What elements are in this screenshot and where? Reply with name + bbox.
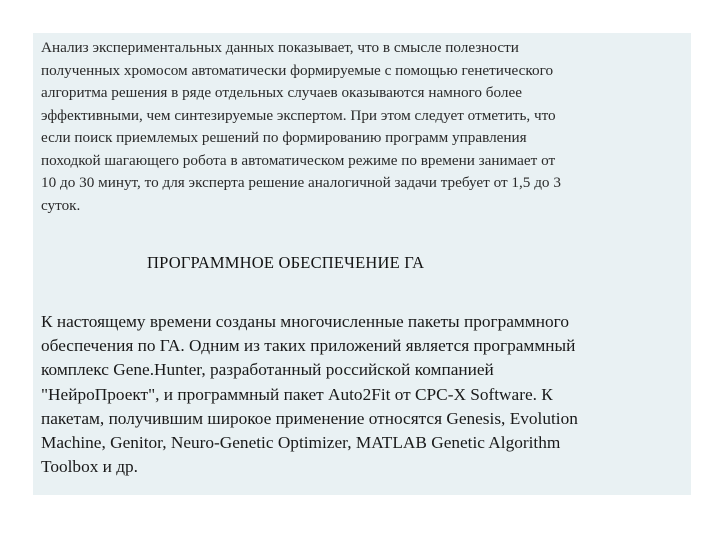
body-line: комплекс Gene.Hunter, разработанный российской компанией: [41, 360, 494, 380]
body-line: обеспечения по ГА. Одним из таких приложений является программный: [41, 336, 576, 356]
intro-line: Анализ экспериментальных данных показывает, что в смысле полезности: [41, 39, 519, 56]
body-line: пакетам, получившим широкое применение относятся Genesis, Evolution: [41, 408, 578, 428]
intro-line: походкой шагающего робота в автоматическом режиме по времени занимает от: [41, 151, 556, 169]
section-heading: ПРОГРАММНОЕ ОБЕСПЕЧЕНИЕ ГА: [147, 253, 425, 272]
intro-paragraph: [41, 37, 561, 217]
body-paragraph: [41, 310, 578, 479]
body-line: К настоящему времени созданы многочисленные пакеты программного: [41, 312, 569, 331]
intro-line: эффективными, чем синтезируемые экспертом. При этом следует отметить, что: [41, 106, 556, 124]
intro-line: алгоритма решения в ряде отдельных случаев оказываются намного более: [41, 84, 522, 101]
intro-line: если поиск приемлемых решений по формированию программ управления: [41, 129, 527, 146]
intro-line: суток.: [41, 196, 81, 214]
body-line: "НейроПроект", и программный пакет Auto2Fit от CPC-X Software. К: [41, 384, 553, 404]
body-line: Machine, Genitor, Neuro-Genetic Optimizer, MATLAB Genetic Algorithm: [41, 433, 561, 453]
intro-line: полученных хромосом автоматически формируемые с помощью генетического: [41, 61, 554, 79]
body-line: Toolbox и др.: [41, 457, 138, 477]
intro-line: 10 до 30 минут, то для эксперта решение аналогичной задачи требует от 1,5 до 3: [41, 174, 561, 191]
